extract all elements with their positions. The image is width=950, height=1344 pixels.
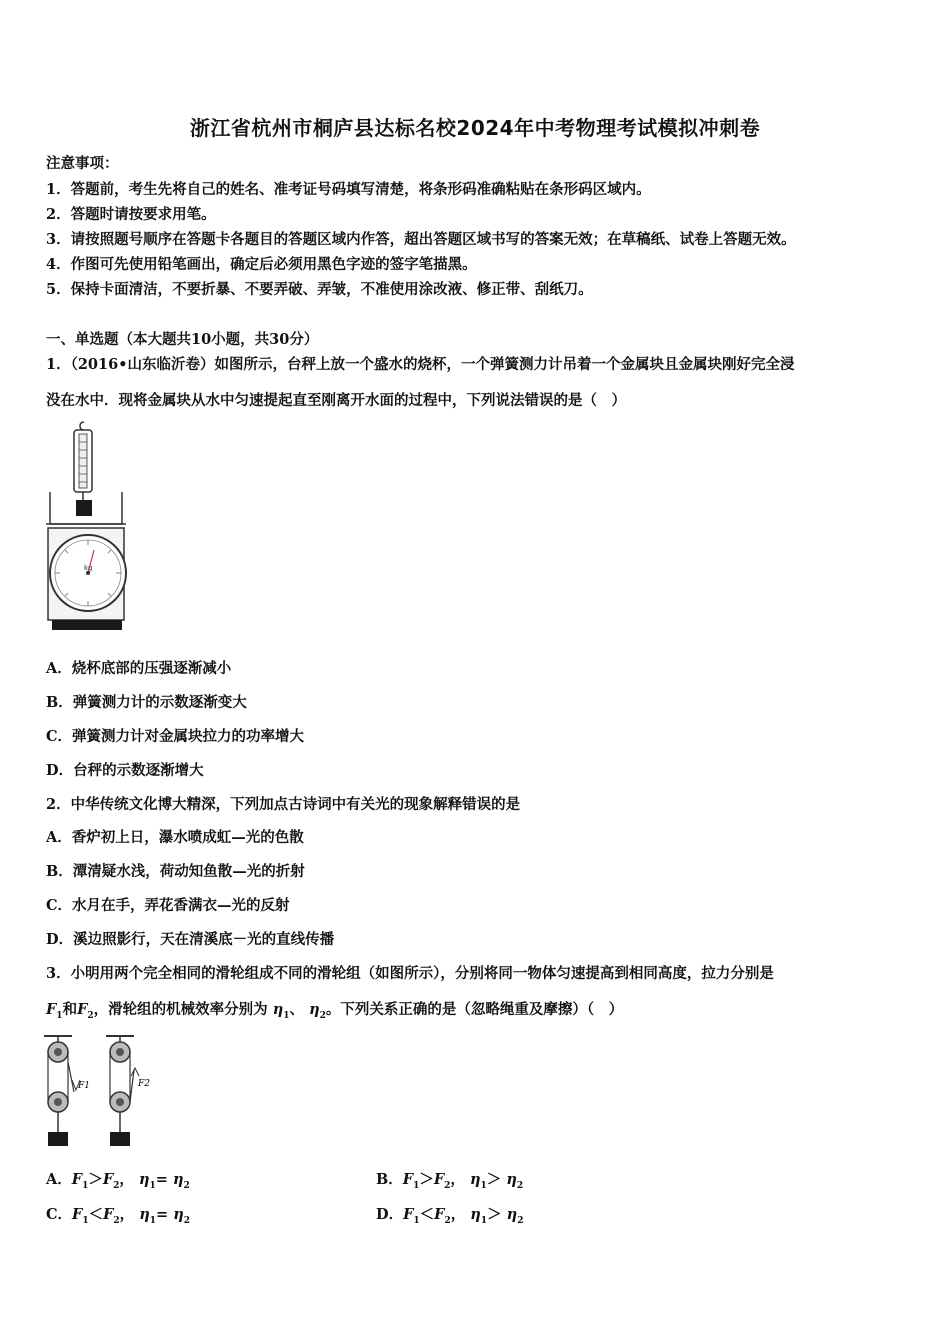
q3-option-d: D．$F_1<F_2$， $\eta_1> \eta_2$ [376,1206,524,1226]
question-3-line-2: $F_1$和$F_2$，滑轮组的机械效率分别为 $\eta_1$、 $\eta_2$。下列关系正确的是（忽略绳重及摩擦）（ ） [46,1001,624,1021]
notice-item: 5．保持卡面清洁，不要折暴、不要弄破、弄皱，不准使用涂改液、修正带、刮纸刀。 [46,281,593,298]
question-1-line-1: 1．（2016•山东临沂卷）如图所示，台秤上放一个盛水的烧杯，一个弹簧测力计吊着一个金属块且金属块刚好完全浸 [46,356,795,373]
q3-option-c: C．$F_1<F_2$， $\eta_1= \eta_2$ [46,1206,191,1226]
notice-item: 1．答题前，考生先将自己的姓名、准考证号码填写清楚，将条形码准确粘贴在条形码区域内。 [46,181,651,198]
q1-option-c: C．弹簧测力计对金属块拉力的功率增大 [46,728,305,745]
q3-option-b: B．$F_1>F_2$， $\eta_1> \eta_2$ [376,1171,524,1191]
scale-unit-label: kg [84,564,93,572]
q1-option-a: A．烧杯底部的压强逐渐减小 [46,660,232,677]
pulley-systems-figure [42,1032,162,1150]
page-title: 浙江省杭州市桐庐县达标名校2024年中考物理考试模拟冲刺卷 [189,116,761,140]
notice-heading: 注意事项： [46,155,119,172]
f2-label: F2 [138,1079,150,1089]
notice-item: 3．请按照题号顺序在答题卡各题目的答题区域内作答，超出答题区域书写的答案无效；在草稿纸、试卷上答题无效。 [46,231,796,248]
q3-option-a: A．$F_1>F_2$， $\eta_1= \eta_2$ [46,1171,190,1191]
notice-item: 4．作图可先使用铅笔画出，确定后必须用黑色字迹的签字笔描黑。 [46,256,477,273]
q2-option-a: A．香炉初上日，瀑水喷成虹—光的色散 [46,829,304,846]
scale-beaker-figure [44,420,134,632]
question-1-line-2: 没在水中．现将金属块从水中匀速提起直至刚离开水面的过程中，下列说法错误的是（ ） [46,392,626,409]
q2-option-d: D．溪边照影行，天在清溪底－光的直线传播 [46,931,335,948]
question-3-line-1: 3．小明用两个完全相同的滑轮组成不同的滑轮组（如图所示），分别将同一物体匀速提高到相同高度，拉力分别是 [46,965,774,982]
question-2-stem: 2．中华传统文化博大精深，下列加点古诗词中有关光的现象解释错误的是 [46,796,521,813]
q2-option-c: C．水月在手，弄花香满衣—光的反射 [46,897,290,914]
notice-item: 2．答题时请按要求用笔。 [46,206,216,223]
section-heading: 一、单选题（本大题共10小题，共30分） [46,331,319,348]
q2-option-b: B．潭清疑水浅，荷动知鱼散—光的折射 [46,863,305,880]
f1-label: F1 [78,1081,90,1091]
q1-option-d: D．台秤的示数逐渐增大 [46,762,204,779]
q1-option-b: B．弹簧测力计的示数逐渐变大 [46,694,247,711]
